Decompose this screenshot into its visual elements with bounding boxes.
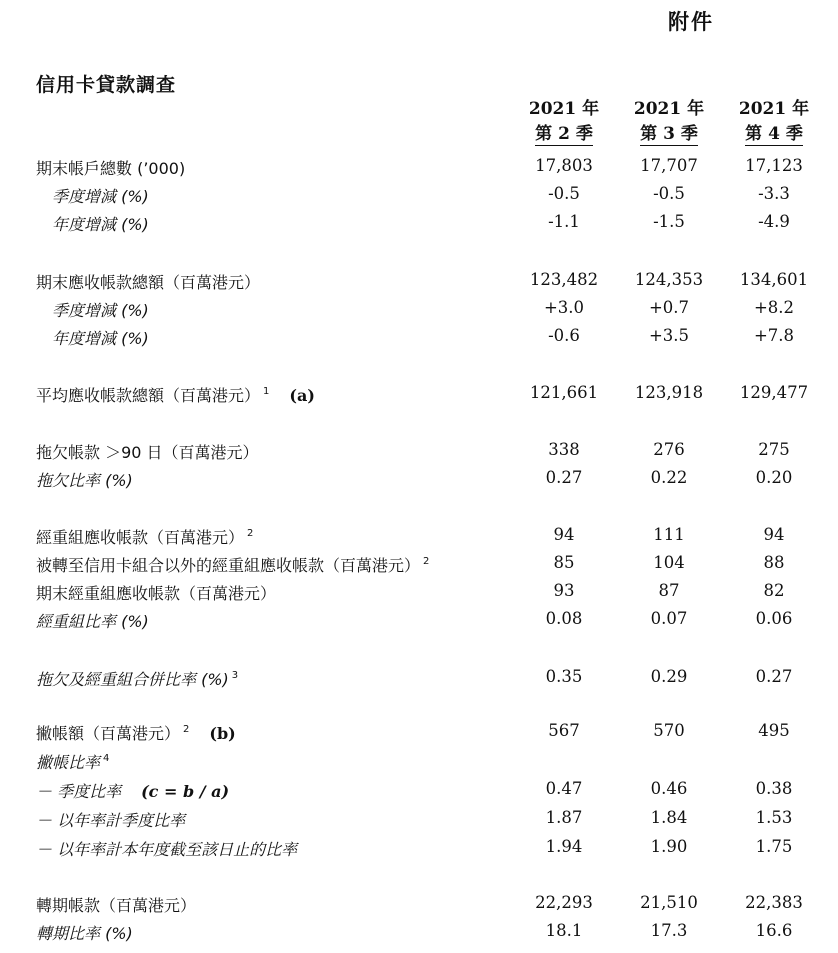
row-value: 17,123 bbox=[745, 156, 803, 175]
row-value: 18.1 bbox=[545, 921, 583, 940]
row-label: 期末經重組應收帳款（百萬港元） bbox=[36, 584, 277, 603]
row-value: -0.5 bbox=[548, 184, 580, 203]
row-value: 123,482 bbox=[529, 270, 599, 289]
row-value: 1.84 bbox=[650, 808, 688, 827]
table-row-accounts-qoq bbox=[0, 184, 838, 210]
row-value: 17,803 bbox=[535, 156, 593, 175]
row-value: 0.47 bbox=[545, 779, 583, 798]
row-value: 104 bbox=[653, 553, 685, 572]
table-row-charge-off-ytd bbox=[0, 837, 838, 863]
row-value: 16.6 bbox=[755, 921, 793, 940]
row-value: 1.75 bbox=[755, 837, 793, 856]
row-value: 0.35 bbox=[545, 667, 583, 686]
row-value: 1.94 bbox=[545, 837, 583, 856]
row-value: -0.6 bbox=[548, 326, 580, 345]
row-value: 17,707 bbox=[640, 156, 698, 175]
row-label: 經重組應收帳款（百萬港元） $^2$ bbox=[36, 528, 254, 547]
row-value: 0.38 bbox=[755, 779, 793, 798]
row-value: 111 bbox=[653, 525, 685, 544]
formula-ref: (c = b / a) bbox=[141, 782, 230, 801]
row-value: 1.87 bbox=[545, 808, 583, 827]
table-row-combined-ratio bbox=[0, 667, 838, 693]
row-value: -1.5 bbox=[653, 212, 685, 231]
row-label: 拖欠及經重組合併比率 (%) $^3$ bbox=[36, 670, 239, 689]
row-value: 0.27 bbox=[755, 667, 793, 686]
table-row-average-receivables bbox=[0, 383, 838, 409]
row-value: 22,293 bbox=[535, 893, 593, 912]
row-value: +7.8 bbox=[753, 326, 795, 345]
row-value: -4.9 bbox=[758, 212, 790, 231]
row-label: 轉期比率 (%) bbox=[36, 924, 133, 943]
row-label: 期末帳戶總數 (’000) bbox=[36, 159, 186, 178]
row-value: 0.20 bbox=[755, 468, 793, 487]
row-value: 22,383 bbox=[745, 893, 803, 912]
row-value: +0.7 bbox=[648, 298, 690, 317]
row-value: -3.3 bbox=[758, 184, 790, 203]
row-label: 平均應收帳款總額（百萬港元） $^1$ (a) bbox=[36, 386, 315, 405]
row-value: 85 bbox=[553, 553, 575, 572]
row-value: 1.53 bbox=[755, 808, 793, 827]
column-header-q3 bbox=[619, 97, 719, 147]
column-year: 2021 年 bbox=[633, 99, 705, 119]
column-year: 2021 年 bbox=[738, 99, 810, 119]
row-label: 拖欠比率 (%) bbox=[36, 471, 133, 490]
table-row-charge-off-annualized bbox=[0, 808, 838, 834]
table-row-rescheduled-end bbox=[0, 581, 838, 607]
table-row-charge-off-ratio-heading bbox=[0, 750, 838, 776]
row-value: 0.07 bbox=[650, 609, 688, 628]
row-value: 570 bbox=[653, 721, 685, 740]
row-label: 年度增減 (%) bbox=[52, 329, 149, 348]
row-value: 82 bbox=[763, 581, 785, 600]
row-value: 0.22 bbox=[650, 468, 688, 487]
table-row-accounts-yoy bbox=[0, 212, 838, 238]
row-value: 567 bbox=[548, 721, 580, 740]
formula-ref: (b) bbox=[209, 724, 236, 743]
row-label: － 以年率計季度比率 bbox=[36, 811, 186, 830]
column-quarter: 第 2 季 bbox=[535, 124, 593, 144]
row-label: 年度增減 (%) bbox=[52, 215, 149, 234]
footnote-ref: 2 bbox=[183, 724, 190, 735]
table-row-rollover-ratio bbox=[0, 921, 838, 947]
row-value: 134,601 bbox=[739, 270, 809, 289]
row-value: 87 bbox=[658, 581, 680, 600]
footnote-ref: 2 bbox=[423, 556, 430, 567]
row-value: 1.90 bbox=[650, 837, 688, 856]
column-quarter: 第 4 季 bbox=[745, 124, 803, 144]
row-value: +3.0 bbox=[543, 298, 585, 317]
formula-ref: (a) bbox=[289, 386, 315, 405]
row-value: 0.08 bbox=[545, 609, 583, 628]
table-row-receivables-qoq bbox=[0, 298, 838, 324]
row-label: 季度增減 (%) bbox=[52, 301, 149, 320]
table-row-rollover bbox=[0, 893, 838, 919]
row-value: 276 bbox=[653, 440, 685, 459]
row-value: 124,353 bbox=[634, 270, 704, 289]
row-label: 經重組比率 (%) bbox=[36, 612, 149, 631]
footnote-ref: 2 bbox=[247, 528, 254, 539]
footnote-ref: 3 bbox=[231, 670, 239, 681]
row-label: 被轉至信用卡組合以外的經重組應收帳款（百萬港元） $^2$ bbox=[36, 556, 430, 575]
table-row-delinquency-ratio bbox=[0, 468, 838, 494]
row-value: 338 bbox=[548, 440, 580, 459]
row-value: +8.2 bbox=[753, 298, 795, 317]
table-row-rescheduled-ratio bbox=[0, 609, 838, 635]
row-value: 123,918 bbox=[634, 383, 704, 402]
column-year: 2021 年 bbox=[528, 99, 600, 119]
table-row-rescheduled bbox=[0, 525, 838, 551]
table-row-accounts bbox=[0, 156, 838, 182]
table-row-delinquent bbox=[0, 440, 838, 466]
annex-label: 附件 bbox=[668, 10, 714, 34]
row-value: 88 bbox=[763, 553, 785, 572]
row-value: 94 bbox=[763, 525, 785, 544]
row-label: 轉期帳款（百萬港元） bbox=[36, 896, 197, 915]
row-value: 21,510 bbox=[640, 893, 698, 912]
footnote-ref: 1 bbox=[263, 386, 270, 397]
row-value: +3.5 bbox=[648, 326, 690, 345]
table-row-receivables bbox=[0, 270, 838, 296]
row-label: 撇帳額（百萬港元） $^2$ (b) bbox=[36, 724, 236, 743]
table-row-rescheduled-transferred bbox=[0, 553, 838, 579]
table-row-receivables-yoy bbox=[0, 326, 838, 352]
row-label: 撇帳比率 $^4$ bbox=[36, 753, 110, 772]
table-row-charge-off bbox=[0, 721, 838, 747]
row-label: － 季度比率 (c = b / a) bbox=[36, 782, 230, 801]
row-value: 0.06 bbox=[755, 609, 793, 628]
row-value: 0.29 bbox=[650, 667, 688, 686]
row-value: 129,477 bbox=[739, 383, 809, 402]
row-value: 17.3 bbox=[650, 921, 688, 940]
page-title: 信用卡貸款調查 bbox=[36, 74, 177, 96]
row-label: － 以年率計本年度截至該日止的比率 bbox=[36, 840, 298, 859]
row-value: 94 bbox=[553, 525, 575, 544]
row-value: 0.46 bbox=[650, 779, 688, 798]
footnote-ref: 4 bbox=[103, 753, 110, 764]
row-label: 季度增減 (%) bbox=[52, 187, 149, 206]
column-header-q2 bbox=[514, 97, 614, 147]
row-label: 期末應收帳款總額（百萬港元） bbox=[36, 273, 261, 292]
column-quarter: 第 3 季 bbox=[640, 124, 698, 144]
row-value: 0.27 bbox=[545, 468, 583, 487]
row-value: -1.1 bbox=[548, 212, 580, 231]
row-label: 拖欠帳款 ＞90 日（百萬港元） bbox=[36, 443, 259, 462]
row-value: 121,661 bbox=[529, 383, 599, 402]
row-value: 495 bbox=[758, 721, 790, 740]
table-row-charge-off-quarterly bbox=[0, 779, 838, 805]
column-header-q4 bbox=[724, 97, 824, 147]
row-value: 275 bbox=[758, 440, 790, 459]
row-value: -0.5 bbox=[653, 184, 685, 203]
row-value: 93 bbox=[553, 581, 575, 600]
